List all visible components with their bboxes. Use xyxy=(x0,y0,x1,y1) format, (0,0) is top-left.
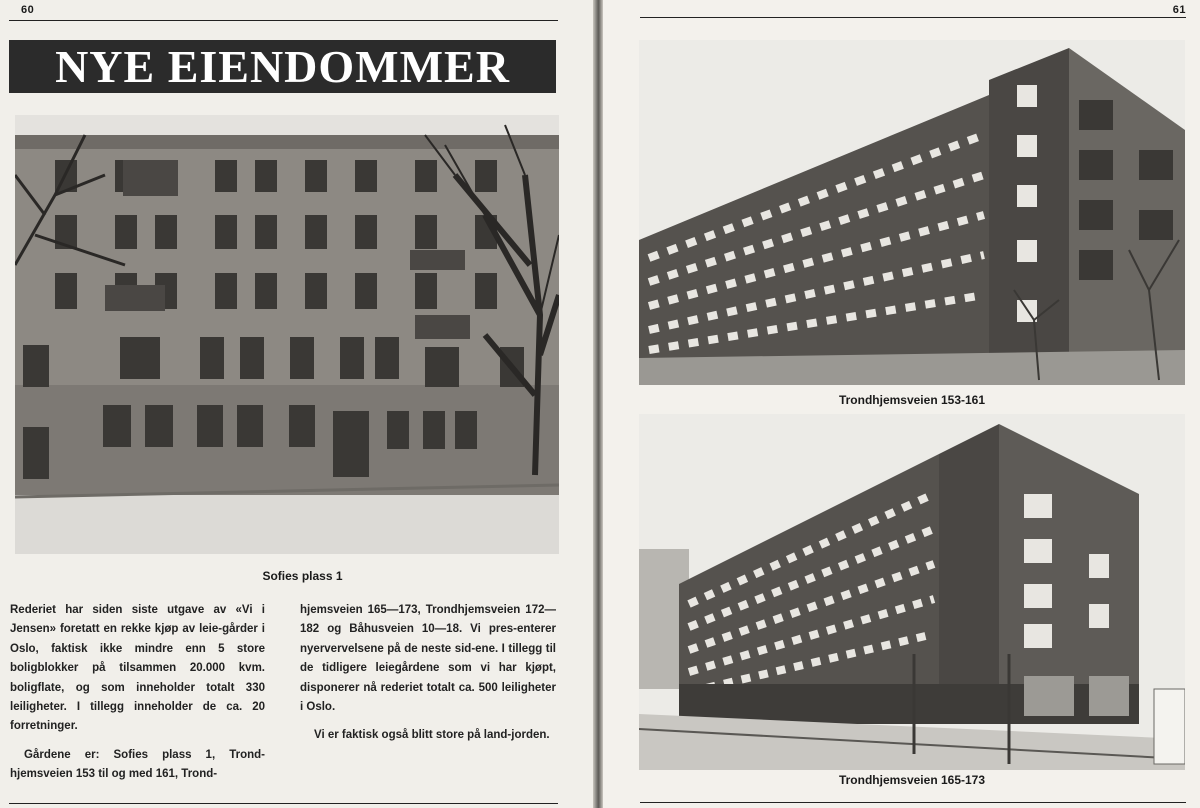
top-rule-left xyxy=(9,20,558,21)
right-page xyxy=(603,0,1200,808)
photo-caption-trondhjemsveien-165: Trondhjemsveien 165-173 xyxy=(838,773,986,787)
book-gutter xyxy=(593,0,603,808)
column-1-paragraph-2: Gårdene er: Sofies plass 1, Trond-hjemsveien 153 til og med 161, Trond- xyxy=(10,748,265,781)
photo-trondhjemsveien-165 xyxy=(639,414,1185,770)
top-rule-right xyxy=(640,17,1186,18)
photo-caption-sofies-plass: Sofies plass 1 xyxy=(262,569,343,583)
article-column-2 xyxy=(300,601,556,746)
bottom-rule-right xyxy=(640,802,1186,803)
page-number-right: 61 xyxy=(1172,4,1186,16)
column-2-paragraph-1: hjemsveien 165—173, Trondhjemsveien 172—182 og Båhusveien 10—18. Vi pres-enterer nyervervelsene på de neste sid-ene. I tillegg til de tidligere leiegårdene som vi har kjøpt, disponerer nå rederiet totalt ca. 500 leiligheter i Oslo. xyxy=(300,604,556,714)
headline: NYE EIENDOMMER xyxy=(9,40,556,93)
bottom-rule-left xyxy=(9,803,558,804)
column-1-paragraph-1: Rederiet har siden siste utgave av «Vi i Jensen» foretatt en rekke kjøp av leie-gårder i Oslo, faktisk ikke mindre enn 5 store boligblokker på tilsammen 20.000 kvm. boligflate, og som inneholder totalt 330 leiligheter. I tillegg inneholder de ca. 20 forretninger. xyxy=(10,604,265,733)
photo-trondhjemsveien-153 xyxy=(639,40,1185,385)
photo-sofies-plass xyxy=(15,115,559,554)
column-2-paragraph-2: Vi er faktisk også blitt store på land-jorden. xyxy=(314,729,550,742)
photo-trondhjemsveien-165-image xyxy=(639,414,1185,770)
page-number-left: 60 xyxy=(21,4,35,16)
article-column-1 xyxy=(10,601,265,785)
photo-trondhjemsveien-153-image xyxy=(639,40,1185,385)
photo-sofies-plass-image xyxy=(15,115,559,554)
left-page xyxy=(0,0,593,808)
photo-caption-trondhjemsveien-153: Trondhjemsveien 153-161 xyxy=(838,393,986,407)
